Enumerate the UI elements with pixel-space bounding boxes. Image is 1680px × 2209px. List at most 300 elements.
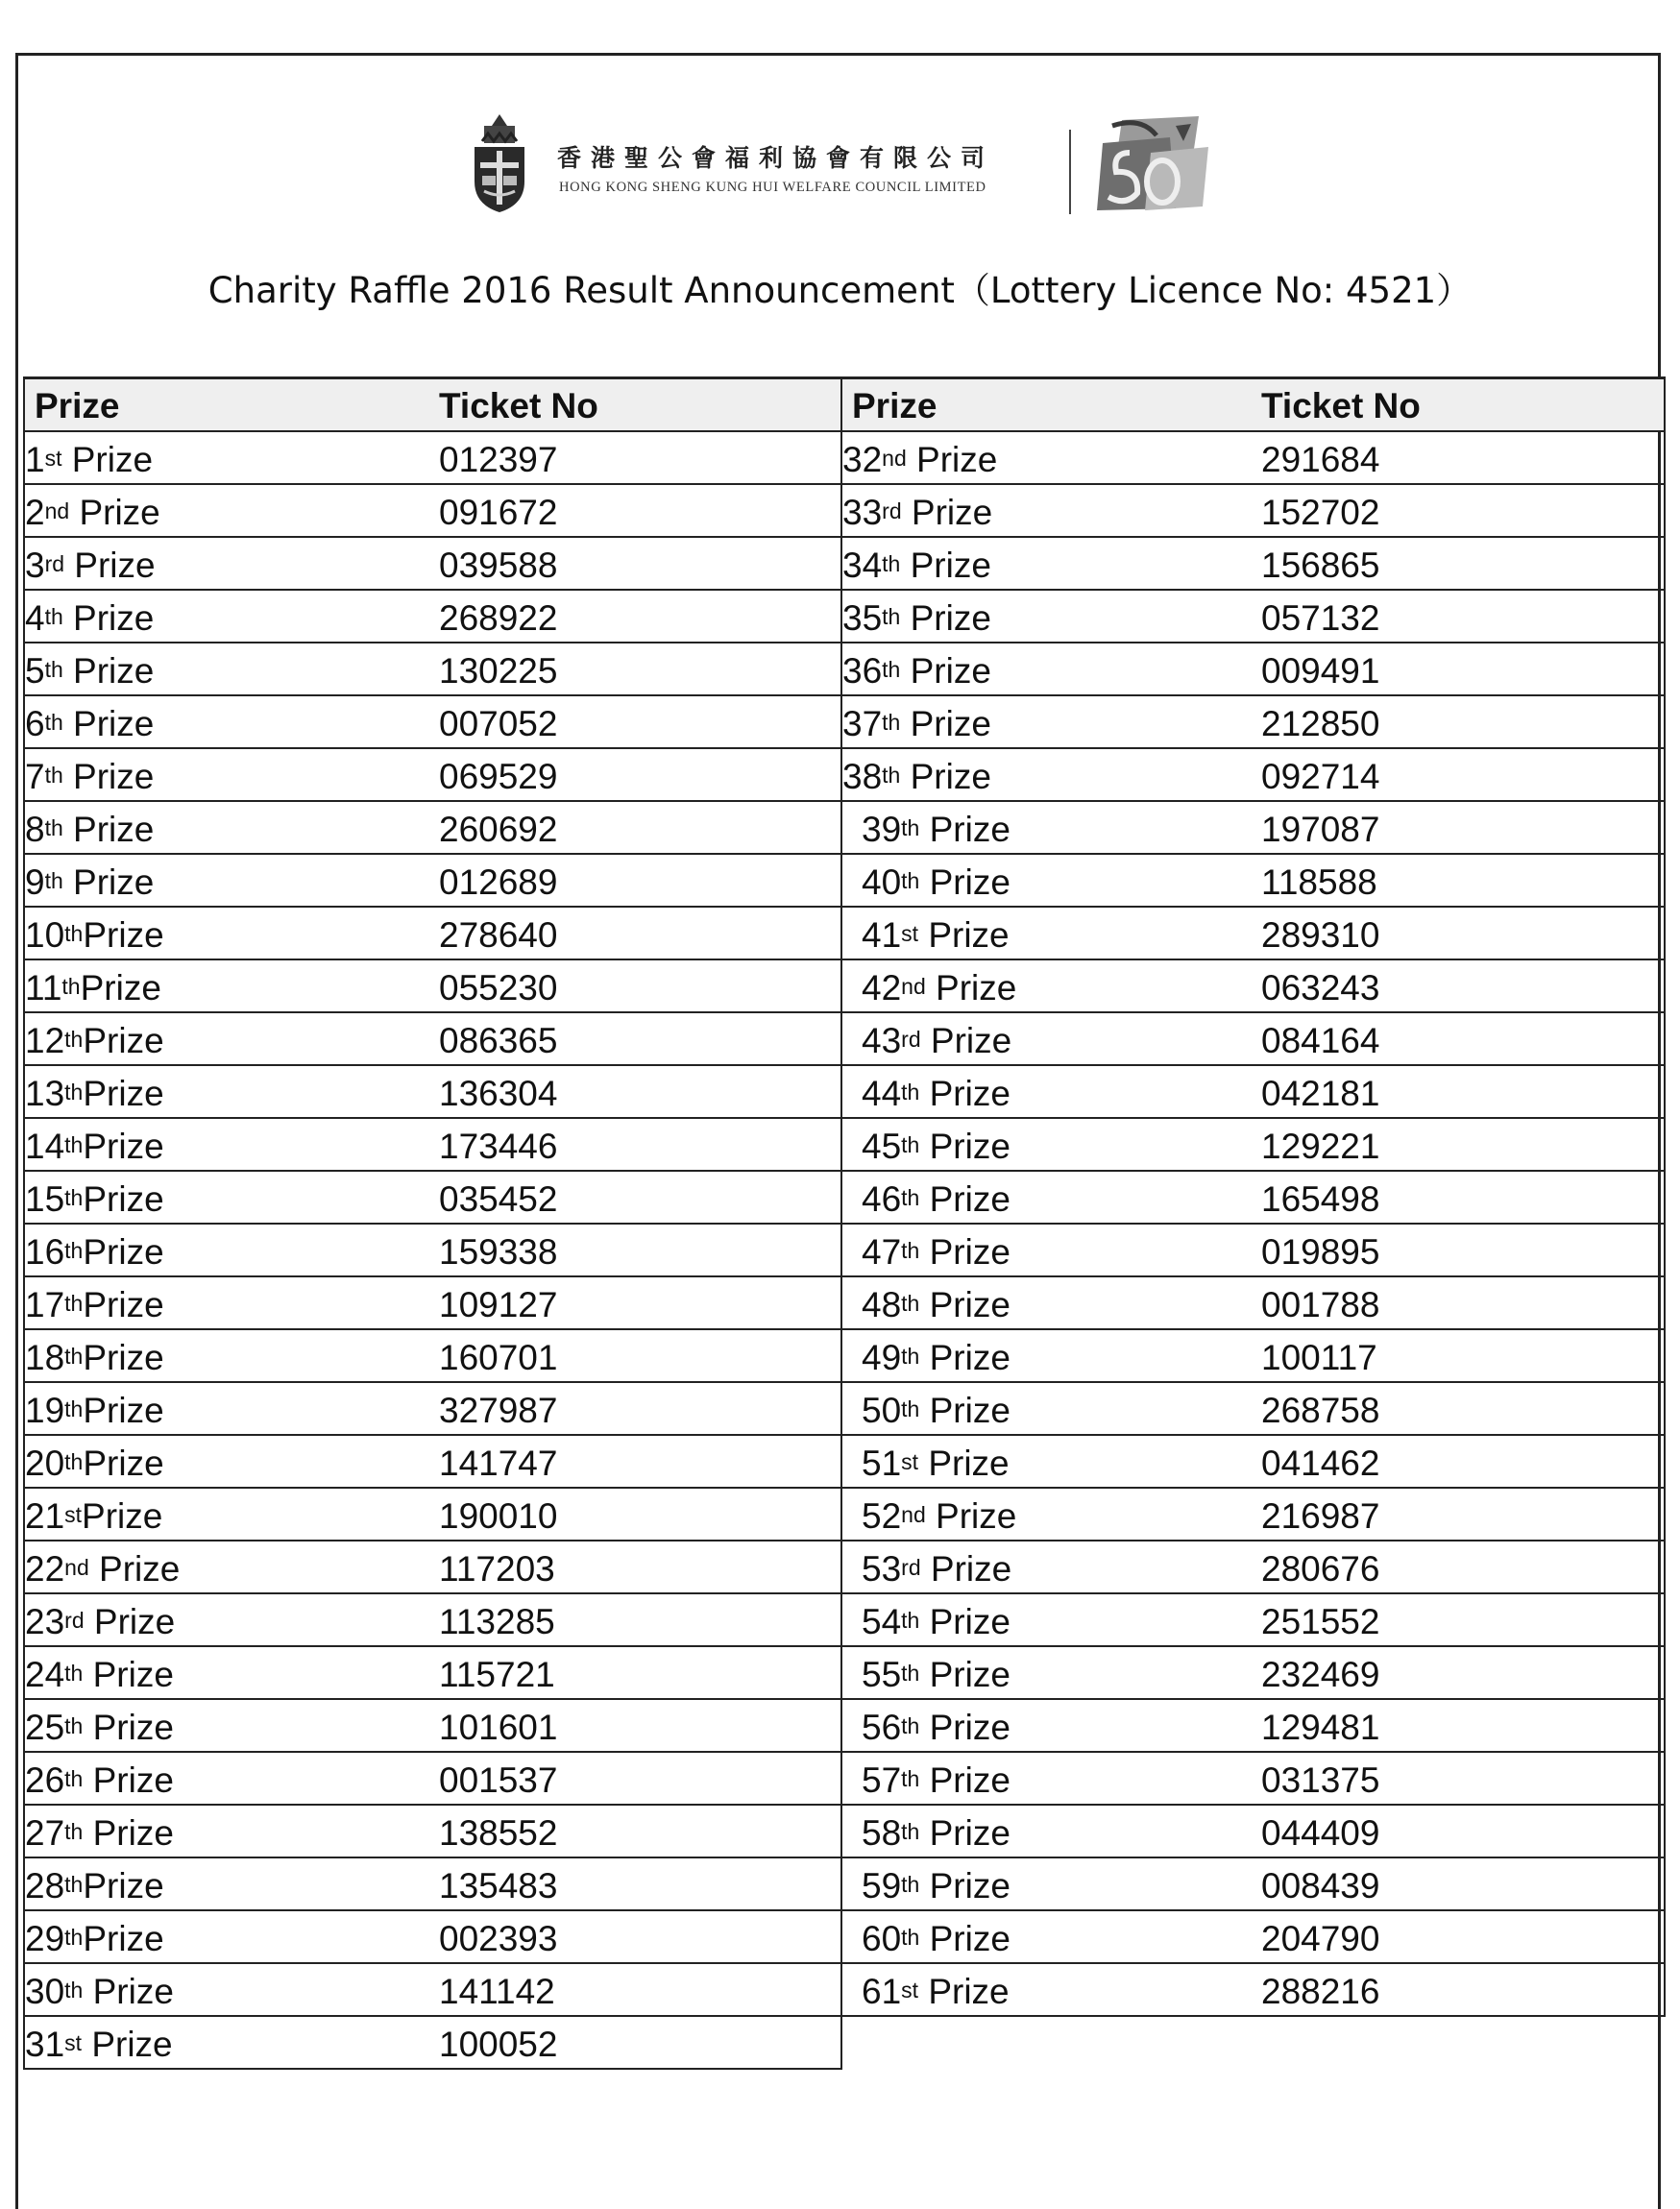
prize-word: Prize	[919, 1126, 1010, 1166]
ordinal-suffix: nd	[64, 1554, 89, 1580]
table-row	[841, 590, 1665, 643]
prize-rank-cell	[841, 643, 1261, 695]
prize-word: Prize	[919, 1760, 1010, 1800]
ordinal-suffix: rd	[901, 1554, 921, 1580]
ticket-number-cell: 280676	[1261, 1541, 1665, 1593]
prize-number: 22	[25, 1548, 65, 1589]
prize-number: 19	[25, 1390, 65, 1430]
prize-rows-right	[841, 431, 1665, 2016]
ordinal-suffix: nd	[882, 445, 907, 471]
ticket-number-cell: 278640	[439, 907, 841, 959]
prize-word: Prize	[919, 862, 1010, 902]
ordinal-suffix: nd	[44, 498, 70, 523]
prize-rank-cell	[841, 1382, 1261, 1435]
prize-word: Prize	[919, 1812, 1010, 1853]
prize-rank-cell	[841, 1593, 1261, 1646]
prize-rank-cell	[24, 1435, 439, 1488]
ticket-number-cell: 204790	[1261, 1910, 1665, 1963]
prize-word: Prize	[918, 1443, 1010, 1483]
ticket-number-cell: 159338	[439, 1224, 841, 1276]
table-row	[841, 1488, 1665, 1541]
prize-word: Prize	[69, 492, 160, 532]
table-row	[24, 854, 841, 907]
prize-rank-cell	[841, 1329, 1261, 1382]
ordinal-suffix: st	[901, 920, 919, 946]
ordinal-suffix: th	[901, 814, 920, 840]
table-row	[841, 1435, 1665, 1488]
ordinal-suffix: th	[882, 550, 901, 576]
ordinal-suffix: th	[901, 1712, 920, 1738]
ticket-number-cell: 001537	[439, 1752, 841, 1805]
prize-word: Prize	[83, 1918, 164, 1958]
ticket-number-cell: 092714	[1261, 748, 1665, 801]
ticket-number-cell: 268922	[439, 590, 841, 643]
table-row	[841, 1910, 1665, 1963]
table-row	[841, 1646, 1665, 1699]
prize-number: 21	[25, 1495, 65, 1536]
table-row	[24, 1910, 841, 1963]
ordinal-suffix: th	[901, 1818, 920, 1844]
ordinal-suffix: th	[44, 762, 63, 788]
ticket-number-cell: 035452	[439, 1171, 841, 1224]
prize-number: 53	[862, 1548, 902, 1589]
ticket-number-cell: 165498	[1261, 1171, 1665, 1224]
prize-rank-cell	[24, 1329, 439, 1382]
prize-number: 26	[25, 1760, 65, 1800]
ticket-number-cell: 327987	[439, 1382, 841, 1435]
prize-rank-cell	[24, 1065, 439, 1118]
ticket-number-cell: 057132	[1261, 590, 1665, 643]
prize-word: Prize	[83, 1707, 174, 1747]
ordinal-suffix: th	[901, 867, 920, 893]
prize-number: 55	[862, 1654, 902, 1694]
prize-number: 14	[25, 1126, 65, 1166]
table-row	[24, 1329, 841, 1382]
prize-rank-cell	[24, 1276, 439, 1329]
prize-rank-cell	[841, 1488, 1261, 1541]
ordinal-suffix: th	[64, 1290, 84, 1316]
ticket-number-cell: 141142	[439, 1963, 841, 2016]
prize-rank-cell	[841, 1857, 1261, 1910]
table-row	[24, 695, 841, 748]
ticket-number-cell: 086365	[439, 1012, 841, 1065]
table-row	[841, 431, 1665, 484]
prize-number: 32	[842, 439, 883, 479]
prize-word: Prize	[83, 1971, 174, 2011]
ticket-number-cell: 117203	[439, 1541, 841, 1593]
ticket-number-cell: 091672	[439, 484, 841, 537]
prize-number: 28	[25, 1865, 65, 1906]
prize-word: Prize	[919, 1178, 1010, 1219]
ordinal-suffix: rd	[901, 1026, 921, 1052]
table-row	[841, 1752, 1665, 1805]
ordinal-suffix: th	[64, 1237, 84, 1263]
prize-rank-cell	[841, 1276, 1261, 1329]
prize-word: Prize	[900, 703, 991, 743]
church-crest-icon	[471, 112, 528, 214]
ticket-number-cell: 136304	[439, 1065, 841, 1118]
table-row	[24, 959, 841, 1012]
prize-rank-cell	[841, 537, 1261, 590]
table-row	[24, 1488, 841, 1541]
table-row	[24, 907, 841, 959]
ticket-number-cell: 109127	[439, 1276, 841, 1329]
prize-number: 52	[862, 1495, 902, 1536]
prize-word: Prize	[83, 1654, 174, 1694]
table-header-row	[24, 378, 841, 431]
ordinal-suffix: th	[64, 1079, 84, 1104]
ticket-number-cell: 039588	[439, 537, 841, 590]
prize-number: 60	[862, 1918, 902, 1958]
prize-word: Prize	[901, 492, 993, 532]
prize-word: Prize	[900, 597, 991, 638]
prize-rank-cell	[24, 1541, 439, 1593]
ticket-number-cell: 115721	[439, 1646, 841, 1699]
ticket-number-cell: 042181	[1261, 1065, 1665, 1118]
prize-word: Prize	[83, 1812, 174, 1853]
prize-number: 20	[25, 1443, 65, 1483]
prize-number: 9	[25, 862, 45, 902]
table-row	[24, 1963, 841, 2016]
ordinal-suffix: th	[64, 1712, 84, 1738]
table-row	[841, 1699, 1665, 1752]
prize-word: Prize	[900, 650, 991, 691]
ordinal-suffix: th	[61, 973, 81, 999]
prize-word: Prize	[84, 1601, 176, 1641]
ordinal-suffix: st	[901, 1977, 919, 2003]
ordinal-suffix: th	[901, 1607, 920, 1633]
ticket-number-cell: 044409	[1261, 1805, 1665, 1857]
prize-rank-cell	[841, 1541, 1261, 1593]
prize-rank-cell	[841, 1224, 1261, 1276]
prize-number: 39	[862, 809, 902, 849]
prize-rank-cell	[841, 1171, 1261, 1224]
prize-rows-left	[24, 431, 841, 2069]
ordinal-suffix: th	[44, 656, 63, 682]
prize-rank-cell	[841, 1752, 1261, 1805]
ordinal-suffix: th	[882, 762, 901, 788]
table-row	[841, 1065, 1665, 1118]
prize-number: 15	[25, 1178, 65, 1219]
ordinal-suffix: st	[64, 2029, 83, 2055]
ordinal-suffix: th	[64, 1977, 84, 2003]
prize-number: 13	[25, 1073, 65, 1113]
prize-number: 33	[842, 492, 883, 532]
prize-number: 46	[862, 1178, 902, 1219]
table-row	[841, 1012, 1665, 1065]
organization-logo	[471, 110, 1220, 216]
ordinal-suffix: st	[901, 1448, 919, 1474]
prize-number: 31	[25, 2024, 65, 2064]
table-row	[841, 801, 1665, 854]
prize-number: 37	[842, 703, 883, 743]
ordinal-suffix: th	[882, 603, 901, 629]
table-header-row	[841, 378, 1665, 431]
ticket-number-cell: 113285	[439, 1593, 841, 1646]
prize-word: Prize	[62, 862, 155, 902]
table-row	[841, 1593, 1665, 1646]
ticket-number-cell: 012689	[439, 854, 841, 907]
prize-number: 3	[25, 545, 45, 585]
prize-word: Prize	[919, 1707, 1010, 1747]
page-title: Charity Raffle 2016 Result Announcement（Lottery Licence No: 4521）	[207, 270, 1473, 311]
prize-rank-cell	[841, 590, 1261, 643]
prize-rank-cell	[24, 748, 439, 801]
prize-word: Prize	[62, 650, 155, 691]
prize-rank-cell	[841, 1699, 1261, 1752]
ordinal-suffix: rd	[44, 550, 65, 576]
prize-word: Prize	[83, 1865, 164, 1906]
prize-word: Prize	[83, 914, 164, 955]
prize-rank-cell	[24, 1963, 439, 2016]
prize-word: Prize	[83, 1760, 174, 1800]
ordinal-suffix: th	[901, 1396, 920, 1421]
table-row	[841, 959, 1665, 1012]
ordinal-suffix: th	[901, 1660, 920, 1686]
prize-rank-cell	[24, 1171, 439, 1224]
ticket-number-cell: 268758	[1261, 1382, 1665, 1435]
ticket-number-cell: 138552	[439, 1805, 841, 1857]
prize-rank-cell	[841, 1012, 1261, 1065]
column-header-ticket: Ticket No	[1261, 378, 1665, 431]
prize-word: Prize	[900, 756, 991, 796]
ticket-number-cell: 031375	[1261, 1752, 1665, 1805]
prize-number: 18	[25, 1337, 65, 1377]
ordinal-suffix: th	[64, 1660, 84, 1686]
prize-word: Prize	[919, 1337, 1010, 1377]
ticket-number-cell: 288216	[1261, 1963, 1665, 2016]
table-row	[24, 1065, 841, 1118]
table-row	[24, 1541, 841, 1593]
prize-number: 49	[862, 1337, 902, 1377]
ordinal-suffix: th	[901, 1131, 920, 1157]
prize-rank-cell	[24, 1752, 439, 1805]
prize-number: 34	[842, 545, 883, 585]
table-row	[841, 907, 1665, 959]
ticket-number-cell: 100117	[1261, 1329, 1665, 1382]
prize-number: 50	[862, 1390, 902, 1430]
prize-number: 43	[862, 1020, 902, 1060]
ordinal-suffix: th	[901, 1871, 920, 1897]
ordinal-suffix: th	[64, 1448, 84, 1474]
prize-number: 29	[25, 1918, 65, 1958]
ticket-number-cell: 055230	[439, 959, 841, 1012]
ordinal-suffix: th	[64, 1131, 84, 1157]
prize-word: Prize	[83, 1231, 164, 1272]
ticket-number-cell: 007052	[439, 695, 841, 748]
prize-word: Prize	[920, 1020, 1012, 1060]
prize-word: Prize	[61, 439, 154, 479]
prize-rank-cell	[24, 1857, 439, 1910]
prize-number: 42	[862, 967, 902, 1007]
table-row	[841, 643, 1665, 695]
ticket-number-cell: 002393	[439, 1910, 841, 1963]
table-row	[841, 1224, 1665, 1276]
prize-number: 44	[862, 1073, 902, 1113]
prize-number: 38	[842, 756, 883, 796]
prize-rank-cell	[841, 1646, 1261, 1699]
table-row	[24, 748, 841, 801]
ordinal-suffix: nd	[901, 1501, 926, 1527]
prize-number: 41	[862, 914, 902, 955]
prize-number: 36	[842, 650, 883, 691]
table-row	[24, 537, 841, 590]
prize-word: Prize	[83, 1020, 164, 1060]
ticket-number-cell: 289310	[1261, 907, 1665, 959]
prize-rank-cell	[24, 537, 439, 590]
column-header-prize: Prize	[24, 378, 439, 431]
ticket-number-cell: 041462	[1261, 1435, 1665, 1488]
prize-number: 59	[862, 1865, 902, 1906]
prize-number: 51	[862, 1443, 902, 1483]
table-row	[24, 1805, 841, 1857]
ticket-number-cell: 260692	[439, 801, 841, 854]
ordinal-suffix: st	[44, 445, 62, 471]
50th-anniversary-emblem-icon	[1083, 114, 1212, 214]
prize-number: 6	[25, 703, 45, 743]
ticket-number-cell: 129221	[1261, 1118, 1665, 1171]
ticket-number-cell: 063243	[1261, 959, 1665, 1012]
prize-rank-cell	[841, 1963, 1261, 2016]
prize-word: Prize	[82, 1495, 163, 1536]
prize-rank-cell	[841, 1805, 1261, 1857]
prize-rank-cell	[841, 695, 1261, 748]
prize-number: 11	[25, 967, 62, 1007]
ordinal-suffix: th	[901, 1237, 920, 1263]
prize-rank-cell	[24, 431, 439, 484]
ticket-number-cell: 216987	[1261, 1488, 1665, 1541]
prize-rank-cell	[841, 1435, 1261, 1488]
ordinal-suffix: th	[64, 1396, 84, 1421]
prize-word: Prize	[919, 1073, 1010, 1113]
prize-rank-cell	[24, 801, 439, 854]
table-row	[24, 1382, 841, 1435]
ticket-number-cell: 118588	[1261, 854, 1665, 907]
prize-word: Prize	[83, 1284, 164, 1324]
prize-word: Prize	[919, 1601, 1010, 1641]
table-row	[24, 801, 841, 854]
prize-number: 27	[25, 1812, 65, 1853]
prize-word: Prize	[62, 809, 155, 849]
prize-word: Prize	[919, 1284, 1010, 1324]
prize-word: Prize	[919, 1390, 1010, 1430]
prize-number: 58	[862, 1812, 902, 1853]
table-row	[24, 484, 841, 537]
ordinal-suffix: th	[882, 656, 901, 682]
ticket-number-cell: 069529	[439, 748, 841, 801]
ticket-number-cell: 141747	[439, 1435, 841, 1488]
prize-number: 17	[25, 1284, 65, 1324]
table-row	[841, 484, 1665, 537]
ordinal-suffix: rd	[64, 1607, 85, 1633]
prize-word: Prize	[906, 439, 998, 479]
ticket-number-cell: 012397	[439, 431, 841, 484]
ticket-number-cell: 173446	[439, 1118, 841, 1171]
ordinal-suffix: th	[64, 1818, 84, 1844]
prize-word: Prize	[920, 1548, 1012, 1589]
table-row	[24, 1224, 841, 1276]
logo-divider	[1069, 130, 1071, 214]
ordinal-suffix: th	[44, 814, 63, 840]
ordinal-suffix: st	[64, 1501, 83, 1527]
table-row	[24, 1857, 841, 1910]
prize-number: 30	[25, 1971, 65, 2011]
prize-rank-cell	[24, 695, 439, 748]
ticket-number-cell: 232469	[1261, 1646, 1665, 1699]
ticket-number-cell: 008439	[1261, 1857, 1665, 1910]
prize-table-left	[23, 376, 842, 2070]
ticket-number-cell: 160701	[439, 1329, 841, 1382]
prize-number: 48	[862, 1284, 902, 1324]
prize-rank-cell	[24, 484, 439, 537]
table-row	[24, 1435, 841, 1488]
prize-rank-cell	[841, 484, 1261, 537]
prize-number: 5	[25, 650, 45, 691]
ordinal-suffix: th	[901, 1765, 920, 1791]
prize-rank-cell	[24, 1805, 439, 1857]
org-name-chinese: 香港聖公會福利協會有限公司	[557, 144, 995, 172]
table-row	[24, 1171, 841, 1224]
prize-rank-cell	[24, 1118, 439, 1171]
prize-number: 47	[862, 1231, 902, 1272]
prize-rank-cell	[24, 1646, 439, 1699]
ordinal-suffix: th	[44, 603, 63, 629]
prize-word: Prize	[83, 1178, 164, 1219]
prize-number: 23	[25, 1601, 65, 1641]
ticket-number-cell: 212850	[1261, 695, 1665, 748]
table-row	[841, 1805, 1665, 1857]
table-row	[24, 1276, 841, 1329]
column-header-prize: Prize	[841, 378, 1261, 431]
prize-word: Prize	[83, 1073, 164, 1113]
prize-word: Prize	[919, 1918, 1010, 1958]
prize-rank-cell	[24, 1910, 439, 1963]
table-row	[841, 695, 1665, 748]
prize-word: Prize	[62, 703, 155, 743]
prize-word: Prize	[925, 1495, 1017, 1536]
prize-rank-cell	[841, 854, 1261, 907]
prize-word: Prize	[83, 1443, 164, 1483]
prize-word: Prize	[925, 967, 1017, 1007]
prize-word: Prize	[83, 1390, 164, 1430]
ticket-number-cell: 084164	[1261, 1012, 1665, 1065]
prize-rank-cell	[841, 1910, 1261, 1963]
prize-number: 57	[862, 1760, 902, 1800]
prize-word: Prize	[80, 967, 161, 1007]
ordinal-suffix: rd	[882, 498, 902, 523]
ticket-number-cell: 135483	[439, 1857, 841, 1910]
prize-rank-cell	[24, 959, 439, 1012]
ordinal-suffix: th	[64, 1871, 84, 1897]
table-row	[841, 1118, 1665, 1171]
prize-number: 2	[25, 492, 45, 532]
ticket-number-cell: 291684	[1261, 431, 1665, 484]
ordinal-suffix: th	[901, 1079, 920, 1104]
ticket-number-cell: 197087	[1261, 801, 1665, 854]
ticket-number-cell: 101601	[439, 1699, 841, 1752]
prize-number: 16	[25, 1231, 65, 1272]
table-row	[841, 1382, 1665, 1435]
prize-word: Prize	[919, 1865, 1010, 1906]
prize-number: 61	[862, 1971, 902, 2011]
ticket-number-cell: 190010	[439, 1488, 841, 1541]
prize-word: Prize	[62, 597, 155, 638]
prize-word: Prize	[919, 1654, 1010, 1694]
prize-number: 1	[25, 439, 45, 479]
table-row	[841, 1171, 1665, 1224]
prize-word: Prize	[82, 2024, 173, 2064]
prize-rank-cell	[24, 1224, 439, 1276]
